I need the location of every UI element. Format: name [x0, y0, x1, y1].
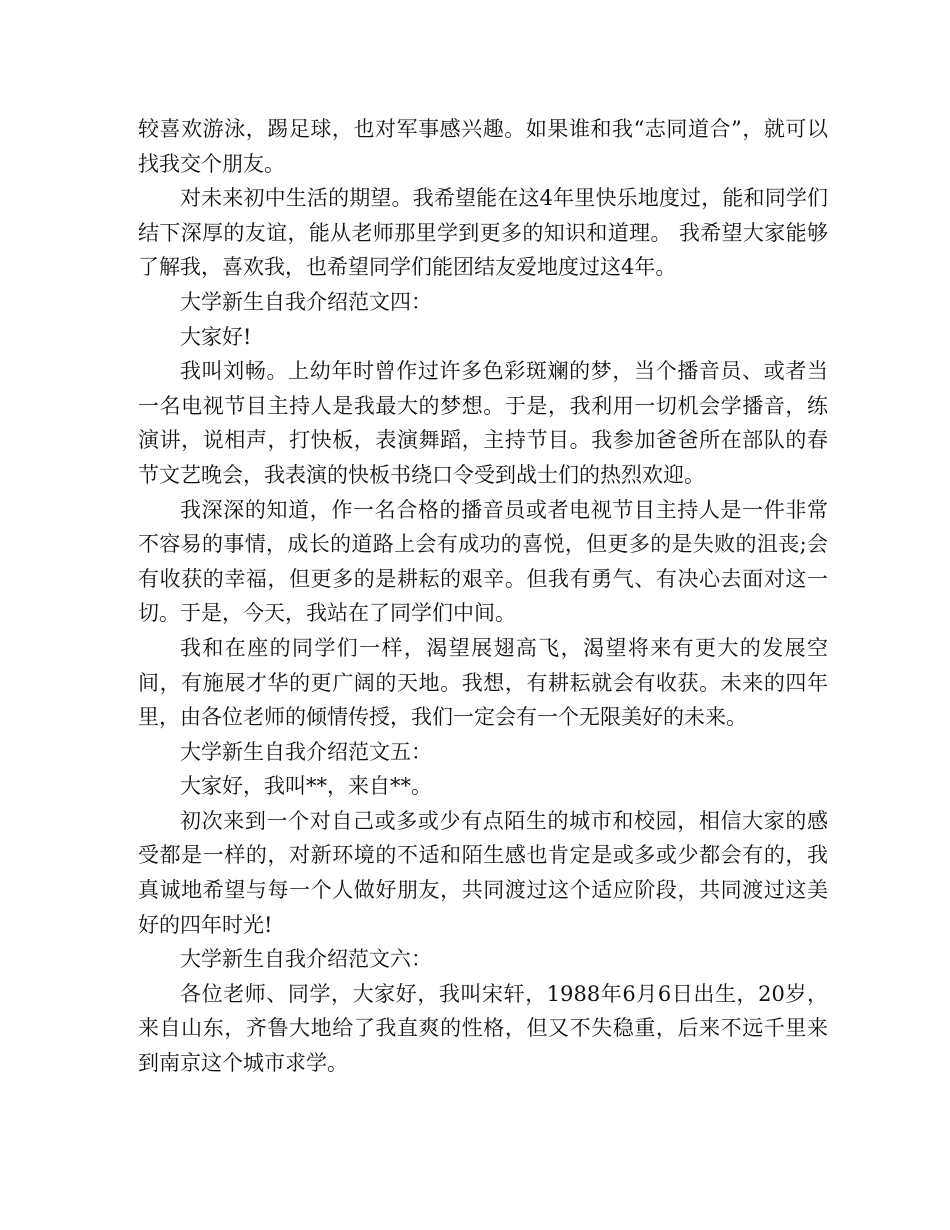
document-body: [138, 112, 828, 1081]
paragraph-continued: 较喜欢游泳，踢足球，也对军事感兴趣。如果谁和我“志同道合”，就可以找我交个朋友。: [138, 117, 828, 176]
section-heading-sample-6: 大学新生自我介绍范文六：: [180, 947, 432, 972]
greeting: 大家好，我叫**，来自**。: [180, 774, 432, 799]
paragraph: 我叫刘畅。上幼年时曾作过许多色彩斑斓的梦，当个播音员、或者当一名电视节目主持人是我最大的梦想。于是，我利用一切机会学播音，练演讲，说相声，打快板，表演舞蹈，主持节目。我参加爸爸所在部队的春节文艺晚会，我表演的快板书绕口令受到战士们的热烈欢迎。: [138, 359, 828, 487]
paragraph: 初次来到一个对自己或多或少有点陌生的城市和校园，相信大家的感受都是一样的，对新环境的不适和陌生感也肯定是或多或少都会有的，我真诚地希望与每一个人做好朋友，共同渡过这个适应阶段，共同渡过这美好的四年时光!: [138, 808, 828, 937]
paragraph: 我深深的知道，作一名合格的播音员或者电视节目主持人是一件非常不容易的事情，成长的道路上会有成功的喜悦，但更多的是失败的沮丧;会有收获的幸福，但更多的是耕耘的艰辛。但我有勇气、有决心去面对这一切。于是，今天，我站在了同学们中间。: [138, 497, 828, 626]
section-heading-sample-5: 大学新生自我介绍范文五：: [180, 739, 432, 764]
greeting: 大家好!: [180, 324, 252, 349]
paragraph: 我和在座的同学们一样，渴望展翅高飞，渴望将来有更大的发展空间，有施展才华的更广阔的天地。我想，有耕耘就会有收获。未来的四年里，由各位老师的倾情传授，我们一定会有一个无限美好的未来。: [138, 635, 828, 730]
paragraph-expectation: 对未来初中生活的期望。我希望能在这4年里快乐地度过，能和同学们结下深厚的友谊，能从老师那里学到更多的知识和道理。 我希望大家能够了解我，喜欢我，也希望同学们能团结友爱地度过这4年。: [138, 186, 828, 280]
section-heading-sample-4: 大学新生自我介绍范文四：: [180, 289, 432, 314]
paragraph: 各位老师、同学，大家好，我叫宋轩，1988年6月6日出生，20岁，来自山东，齐鲁大地给了我直爽的性格，但又不失稳重，后来不远千里来到南京这个城市求学。: [138, 981, 828, 1076]
